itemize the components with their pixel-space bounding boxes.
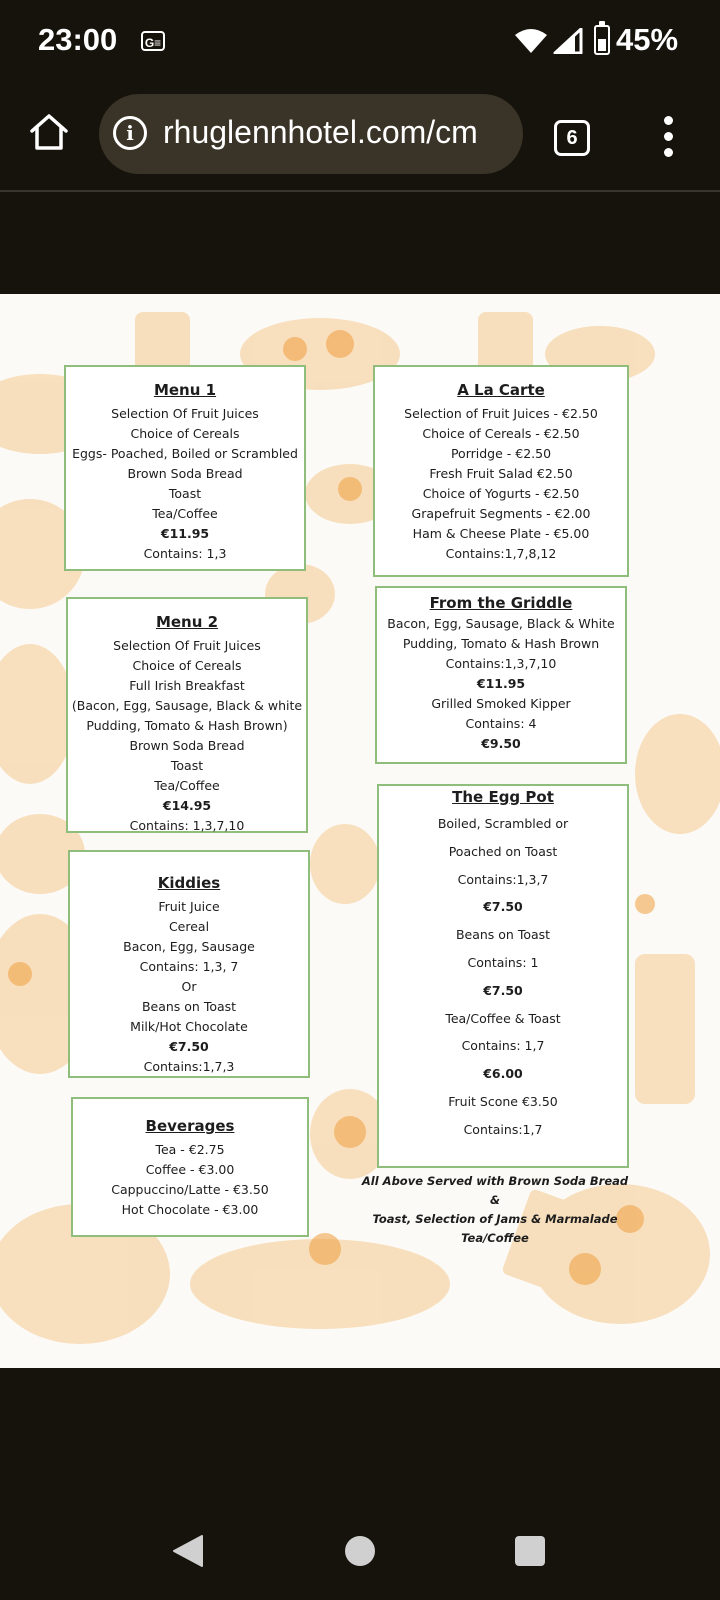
browser-toolbar	[0, 86, 720, 192]
a-la-carte-item: Fresh Fruit Salad €2.50	[429, 466, 573, 481]
a-la-carte-item: Choice of Cereals - €2.50	[422, 426, 580, 441]
system-navigation-bar	[0, 1368, 720, 1600]
beverages-title: Beverages	[145, 1117, 235, 1135]
menu-1-allergens: Contains: 1,3	[143, 546, 227, 561]
served-with-footnote	[360, 1172, 630, 1248]
egg-pot-item: Poached on Toast	[448, 843, 558, 859]
griddle-item: Grilled Smoked Kipper	[431, 696, 571, 711]
menu-2-price: €14.95	[162, 798, 212, 813]
google-news-notification-icon: G≡	[141, 31, 165, 51]
kiddies-item: Milk/Hot Chocolate	[130, 1019, 248, 1034]
kiddies-item: Cereal	[168, 919, 210, 934]
menu-2-item: Brown Soda Bread	[129, 738, 245, 753]
griddle-price: €11.95	[476, 676, 526, 691]
kiddies-title: Kiddies	[157, 874, 221, 892]
menu-1-title: Menu 1	[153, 381, 217, 399]
egg-pot-allergens: Contains: 1,7	[461, 1038, 545, 1054]
menu-2-title: Menu 2	[155, 613, 219, 631]
a-la-carte-item: Choice of Yogurts - €2.50	[422, 486, 580, 501]
menu-2-item: Toast	[170, 758, 204, 773]
kiddies-allergens: Contains:1,7,3	[143, 1059, 235, 1074]
menu-2-item: Selection Of Fruit Juices	[113, 638, 261, 653]
egg-pot-allergens: Contains:1,3,7	[457, 871, 549, 887]
egg-pot-price: €6.00	[483, 1066, 523, 1082]
menu-1-item: Toast	[168, 486, 202, 501]
battery-icon	[594, 25, 610, 55]
kiddies-item: Beans on Toast	[141, 999, 237, 1014]
egg-pot-price: €7.50	[483, 899, 523, 915]
more-options-icon[interactable]	[664, 116, 674, 164]
menu-2-item: Pudding, Tomato & Hash Brown)	[86, 718, 288, 733]
web-page-content[interactable]	[0, 294, 720, 1368]
status-time: 23:00	[38, 22, 118, 57]
a-la-carte-allergens: Contains:1,7,8,12	[445, 546, 557, 561]
wifi-icon	[514, 28, 548, 54]
kiddies-item: Or	[181, 979, 197, 994]
url-text[interactable]: rhuglennhotel.com/cm	[163, 114, 478, 150]
egg-pot-title: The Egg Pot	[452, 788, 554, 806]
kiddies-item: Bacon, Egg, Sausage	[123, 939, 255, 954]
kiddies-card	[68, 850, 310, 1078]
a-la-carte-item: Ham & Cheese Plate - €5.00	[412, 526, 590, 541]
a-la-carte-item: Grapefruit Segments - €2.00	[411, 506, 591, 521]
home-button-icon[interactable]	[345, 1536, 375, 1566]
griddle-allergens: Contains: 4	[465, 716, 537, 731]
griddle-title: From the Griddle	[429, 594, 573, 612]
cell-signal-icon	[553, 28, 583, 54]
egg-pot-allergens: Contains: 1	[467, 954, 539, 970]
address-bar[interactable]	[99, 94, 523, 174]
back-icon[interactable]	[172, 1534, 204, 1568]
menu-1-item: Choice of Cereals	[130, 426, 240, 441]
beverage-item: Coffee - €3.00	[145, 1162, 235, 1177]
a-la-carte-title: A La Carte	[457, 381, 545, 399]
kiddies-price: €7.50	[169, 1039, 209, 1054]
menu-2-item: Choice of Cereals	[132, 658, 242, 673]
menu-2-card	[66, 597, 308, 833]
tab-switcher-button[interactable]: 6	[554, 120, 590, 156]
egg-pot-allergens: Contains:1,7	[463, 1121, 543, 1137]
menu-1-price: €11.95	[160, 526, 210, 541]
griddle-card	[375, 586, 627, 764]
a-la-carte-item: Porridge - €2.50	[450, 446, 552, 461]
a-la-carte-item: Selection of Fruit Juices - €2.50	[404, 406, 598, 421]
menu-1-item: Eggs- Poached, Boiled or Scrambled	[72, 446, 298, 461]
menu-1-card	[64, 365, 306, 571]
battery-percentage: 45%	[616, 22, 679, 57]
griddle-item: Pudding, Tomato & Hash Brown	[402, 636, 600, 651]
status-bar	[0, 0, 720, 86]
egg-pot-item: Boiled, Scrambled or	[437, 816, 569, 831]
griddle-price: €9.50	[481, 736, 521, 751]
menu-1-item: Tea/Coffee	[152, 506, 218, 521]
egg-pot-card	[377, 784, 629, 1168]
menu-1-item: Brown Soda Bread	[127, 466, 243, 481]
home-icon[interactable]	[28, 112, 70, 152]
kiddies-item: Fruit Juice	[158, 899, 220, 914]
kiddies-allergens: Contains: 1,3, 7	[139, 959, 239, 974]
menu-1-item: Selection Of Fruit Juices	[111, 406, 259, 421]
griddle-item: Bacon, Egg, Sausage, Black & White	[387, 616, 615, 631]
beverage-item: Tea - €2.75	[155, 1142, 225, 1157]
griddle-allergens: Contains:1,3,7,10	[445, 656, 557, 671]
egg-pot-item: Fruit Scone €3.50	[448, 1093, 558, 1109]
footnote-line: Toast, Selection of Jams & Marmalade	[372, 1212, 618, 1226]
site-info-icon[interactable]: i	[113, 116, 147, 150]
recent-apps-icon[interactable]	[515, 1536, 545, 1566]
a-la-carte-card	[373, 365, 629, 577]
egg-pot-price: €7.50	[483, 982, 523, 998]
menu-2-item: Full Irish Breakfast	[129, 678, 245, 693]
egg-pot-item: Beans on Toast	[455, 927, 551, 943]
footnote-line: All Above Served with Brown Soda Bread &	[361, 1174, 629, 1207]
footnote-line: Tea/Coffee	[461, 1231, 529, 1245]
beverage-item: Cappuccino/Latte - €3.50	[111, 1182, 269, 1197]
beverage-item: Hot Chocolate - €3.00	[121, 1202, 259, 1217]
menu-2-item: Tea/Coffee	[154, 778, 220, 793]
beverages-card	[71, 1097, 309, 1237]
menu-2-item: (Bacon, Egg, Sausage, Black & white	[71, 698, 303, 713]
menu-2-allergens: Contains: 1,3,7,10	[129, 818, 245, 833]
egg-pot-item: Tea/Coffee & Toast	[445, 1010, 561, 1026]
